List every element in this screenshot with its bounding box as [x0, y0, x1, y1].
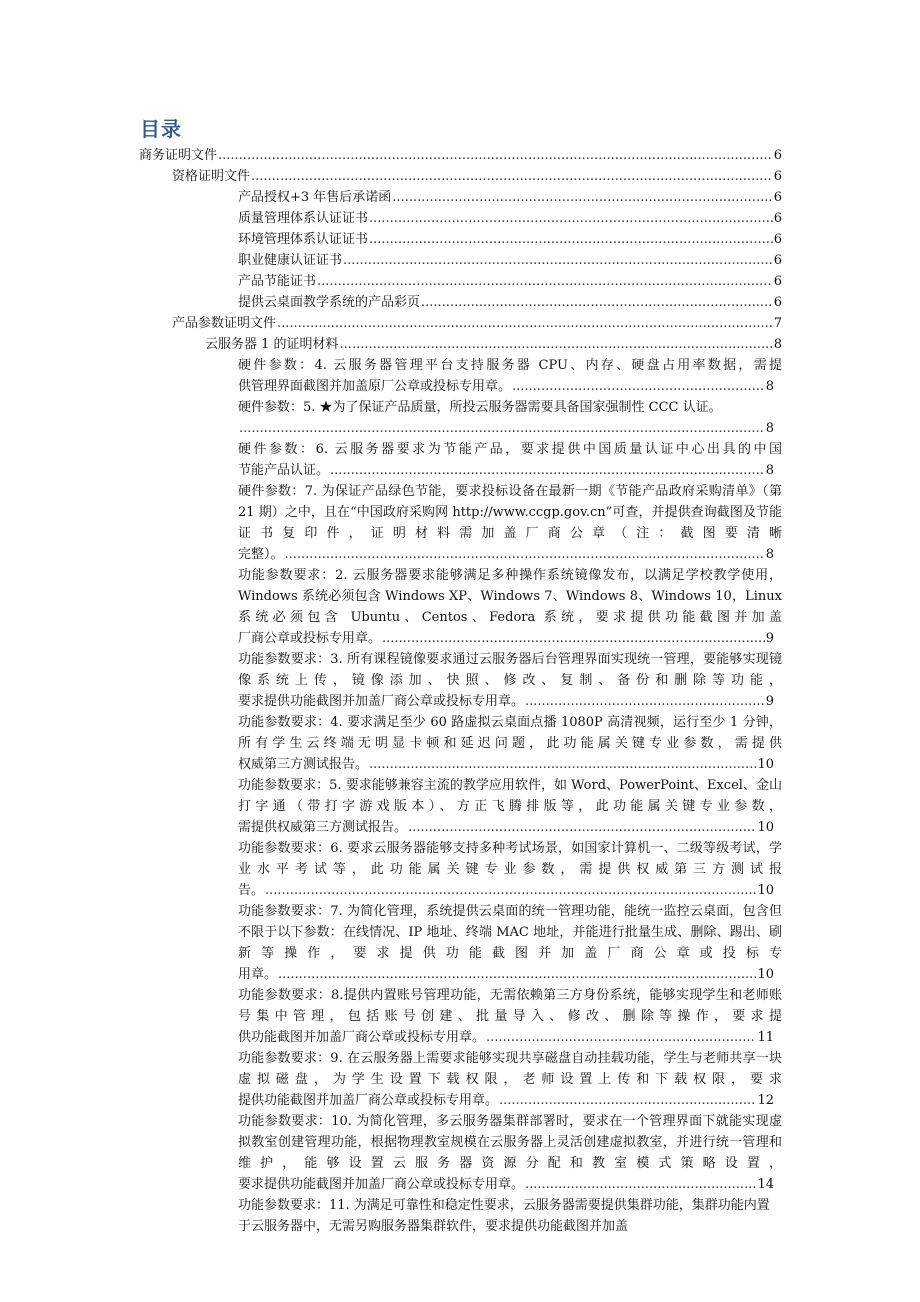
toc-entry[interactable]	[0, 439, 812, 481]
dot-leader	[525, 691, 765, 712]
toc-entry-page: 10	[757, 967, 774, 982]
toc-entry-text: 功能参数要求：2. 云服务器要求能够满足多种操作系统镜像发布，以满足学校教学使用，Windows 系统必须包含 Windows XP、Windows 7、Windows 8、Windows 10，Linux 系统必须包含 Ubuntu、Centos、Fedora 系统，要求提供功能截图并加盖	[238, 568, 782, 625]
toc-entry-page: 6	[773, 295, 782, 310]
dot-leader	[382, 628, 765, 649]
toc-entry-text-tail: 供管理界面截图并加盖原厂公章或投标专用章。	[238, 379, 512, 394]
toc-entry-page: 6	[773, 190, 782, 205]
dot-leader	[369, 754, 756, 775]
toc-entry-text: 功能参数要求：10. 为简化管理，多云服务器集群部署时，要求在一个管理界面下就能实现虚拟教室创建管理功能，根据物理教室规模在云服务器上灵活创建虚拟教室，并进行统一管理和维护，能够设置云服务器资源分配和教室模式策略设置，	[238, 1114, 782, 1171]
toc-entry-label: 环境管理体系认证证书	[238, 232, 369, 247]
toc-entry-text-tail: 用章。	[238, 967, 278, 982]
toc-entry[interactable]	[0, 208, 782, 229]
toc-entry[interactable]	[0, 775, 812, 838]
dot-leader	[265, 880, 756, 901]
dot-leader	[278, 964, 756, 985]
dot-leader	[330, 460, 765, 481]
toc-entry[interactable]	[0, 565, 812, 649]
toc-entry[interactable]	[0, 1195, 812, 1237]
toc-entry-page: 9	[765, 631, 774, 646]
dot-leader	[218, 145, 773, 166]
toc-entry-label: 产品节能证书	[238, 274, 317, 289]
toc-entry-page: 8	[765, 547, 774, 562]
toc-entry-text: 功能参数要求：7. 为简化管理，系统提供云桌面的统一管理功能，能统一监控云桌面，包含但不限于以下参数：在线情况、IP 地址、终端 MAC 地址，并能进行批量生成、删除、踢出、刷新等操作，要求提供功能截图并加盖厂商公章或投标专	[238, 904, 782, 961]
toc-entry-page: 8	[765, 379, 774, 394]
dot-leader	[343, 250, 773, 271]
dot-leader	[525, 1174, 756, 1195]
toc-entry-page: 8	[765, 463, 774, 478]
toc-entry-page: 6	[773, 148, 782, 163]
toc-entry-text: 硬件参数：7. 为保证产品绿色节能，要求投标设备在最新一期《节能产品政府采购清单》（第 21 期）之中，且在“中国政府采购网 http://www.ccgp.gov.cn”可查，并提供查询截图及节能证书复印件，证明材料需加盖厂商公章（注：截图要清晰	[238, 484, 782, 541]
toc-entry-page: 14	[757, 1177, 774, 1192]
dot-leader	[408, 817, 756, 838]
dot-leader	[512, 376, 765, 397]
toc-entry[interactable]	[0, 838, 812, 901]
dot-leader	[499, 1090, 756, 1111]
dot-leader	[369, 208, 773, 229]
toc-entry[interactable]	[0, 1111, 812, 1195]
toc-entry-text-tail: 完整）。	[238, 547, 284, 562]
toc-entry-page: 6	[773, 169, 782, 184]
toc-entry-text-tail: 提供功能截图并加盖厂商公章或投标专用章。	[238, 1093, 499, 1108]
toc-entry-text-tail: 供功能截图并加盖厂商公章或投标专用章。	[238, 1030, 486, 1045]
toc-entry[interactable]	[0, 355, 812, 397]
toc-entry-label: 云服务器 1 的证明材料	[205, 337, 339, 352]
dot-leader	[277, 313, 773, 334]
dot-leader	[392, 187, 772, 208]
toc-title: 目录	[140, 117, 182, 141]
dot-leader	[421, 292, 773, 313]
toc-entry-page: 6	[773, 253, 782, 268]
toc-entry-text: 硬件参数：6. 云服务器要求为节能产品，要求提供中国质量认证中心出具的中国	[238, 442, 782, 457]
dot-leader	[486, 1027, 756, 1048]
toc-entry[interactable]	[0, 250, 782, 271]
toc-entry-text-tail: 节能产品认证。	[238, 463, 330, 478]
toc-entry-text-tail: 厂商公章或投标专用章。	[238, 631, 382, 646]
toc-entry[interactable]	[0, 313, 782, 334]
toc-entry-text: 功能参数要求：6. 要求云服务器能够支持多种考试场景，如国家计算机一、二级等级考试，学业水平考试等，此功能属关键专业参数，需提供权威第三方测试报	[238, 841, 782, 877]
toc-entry-page: 6	[773, 211, 782, 226]
toc-entry-text: 功能参数要求：9. 在云服务器上需要求能够实现共享磁盘自动挂载功能，学生与老师共享一块虚拟磁盘，为学生设置下载权限，老师设置上传和下载权限，要求	[238, 1051, 782, 1087]
toc-entry-page: 10	[757, 883, 774, 898]
dot-leader	[317, 271, 773, 292]
toc-entry[interactable]	[0, 271, 782, 292]
toc-entry[interactable]	[0, 481, 812, 565]
toc-entry-label: 提供云桌面教学系统的产品彩页	[238, 295, 421, 310]
toc-list	[0, 145, 920, 1237]
toc-entry[interactable]	[0, 145, 782, 166]
toc-entry[interactable]	[0, 229, 782, 250]
toc-entry-text: 硬件参数：5. ★为了保证产品质量，所投云服务器需要具备国家强制性 CCC 认证。	[238, 400, 722, 415]
toc-entry-label: 商务证明文件	[139, 148, 218, 163]
toc-entry-label: 资格证明文件	[172, 169, 251, 184]
toc-entry[interactable]	[0, 712, 812, 775]
toc-entry[interactable]	[0, 901, 812, 985]
dot-leader	[340, 334, 773, 355]
toc-entry-page: 7	[773, 316, 782, 331]
toc-entry-text: 功能参数要求：5. 要求能够兼容主流的教学应用软件，如 Word、PowerPoint、Excel、金山打字通（带打字游戏版本）、方正飞腾排版等，此功能属关键专业参数，	[238, 778, 782, 814]
toc-entry-page: 6	[773, 274, 782, 289]
toc-entry-page: 6	[773, 232, 782, 247]
toc-entry[interactable]	[0, 649, 812, 712]
toc-entry-text: 功能参数要求：3. 所有课程镜像要求通过云服务器后台管理界面实现统一管理，要能够实现镜像系统上传，镜像添加、快照、修改、复制、备份和删除等功能，	[238, 652, 782, 688]
dot-leader	[285, 544, 765, 565]
toc-entry-page: 11	[757, 1030, 774, 1045]
toc-entry-text: 功能参数要求：4. 要求满足至少 60 路虚拟云桌面点播 1080P 高清视频，运行至少 1 分钟，所有学生云终端无明显卡顿和延迟问题，此功能属关键专业参数，需提供	[238, 715, 782, 751]
dot-leader	[369, 229, 773, 250]
toc-entry-label: 职业健康认证证书	[238, 253, 343, 268]
toc-entry-text-tail: 要求提供功能截图并加盖厂商公章或投标专用章。	[238, 1177, 525, 1192]
toc-entry[interactable]	[0, 187, 782, 208]
toc-entry-label: 质量管理体系认证证书	[238, 211, 369, 226]
toc-entry-page: 12	[757, 1093, 774, 1108]
toc-entry[interactable]	[0, 166, 782, 187]
toc-entry[interactable]	[0, 1048, 812, 1111]
toc-entry-text-tail: 告。	[238, 883, 265, 898]
toc-entry[interactable]	[0, 397, 822, 439]
toc-entry-text-tail: 权威第三方测试报告。	[238, 757, 369, 772]
toc-entry-page: 9	[765, 694, 774, 709]
toc-entry-page: 10	[757, 820, 774, 835]
dot-leader	[239, 418, 765, 439]
toc-entry-text-tail: 要求提供功能截图并加盖厂商公章或投标专用章。	[238, 694, 525, 709]
toc-entry-label: 产品参数证明文件	[172, 316, 277, 331]
toc-entry-label: 产品授权+3 年售后承诺函	[238, 190, 392, 205]
toc-entry-text: 功能参数要求：8.提供内置账号管理功能，无需依赖第三方身份系统，能够实现学生和老师账号集中管理，包括账号创建、批量导入、修改、删除等操作，要求提	[238, 988, 782, 1024]
toc-entry[interactable]	[0, 985, 812, 1048]
toc-entry-text: 功能参数要求：11. 为满足可靠性和稳定性要求，云服务器需要提供集群功能，集群功能内置于云服务器中，无需另购服务器集群软件，要求提供功能截图并加盖	[238, 1198, 770, 1234]
toc-entry-page: 10	[757, 757, 774, 772]
toc-entry-text-tail: 需提供权威第三方测试报告。	[238, 820, 408, 835]
toc-entry-page: 8	[773, 337, 782, 352]
toc-entry-text: 硬件参数：4. 云服务器管理平台支持服务器 CPU、内存、硬盘占用率数据，需提	[238, 358, 782, 373]
toc-entry[interactable]	[0, 292, 782, 313]
toc-entry-page: 8	[765, 421, 774, 436]
dot-leader	[251, 166, 773, 187]
toc-entry[interactable]	[0, 334, 782, 355]
